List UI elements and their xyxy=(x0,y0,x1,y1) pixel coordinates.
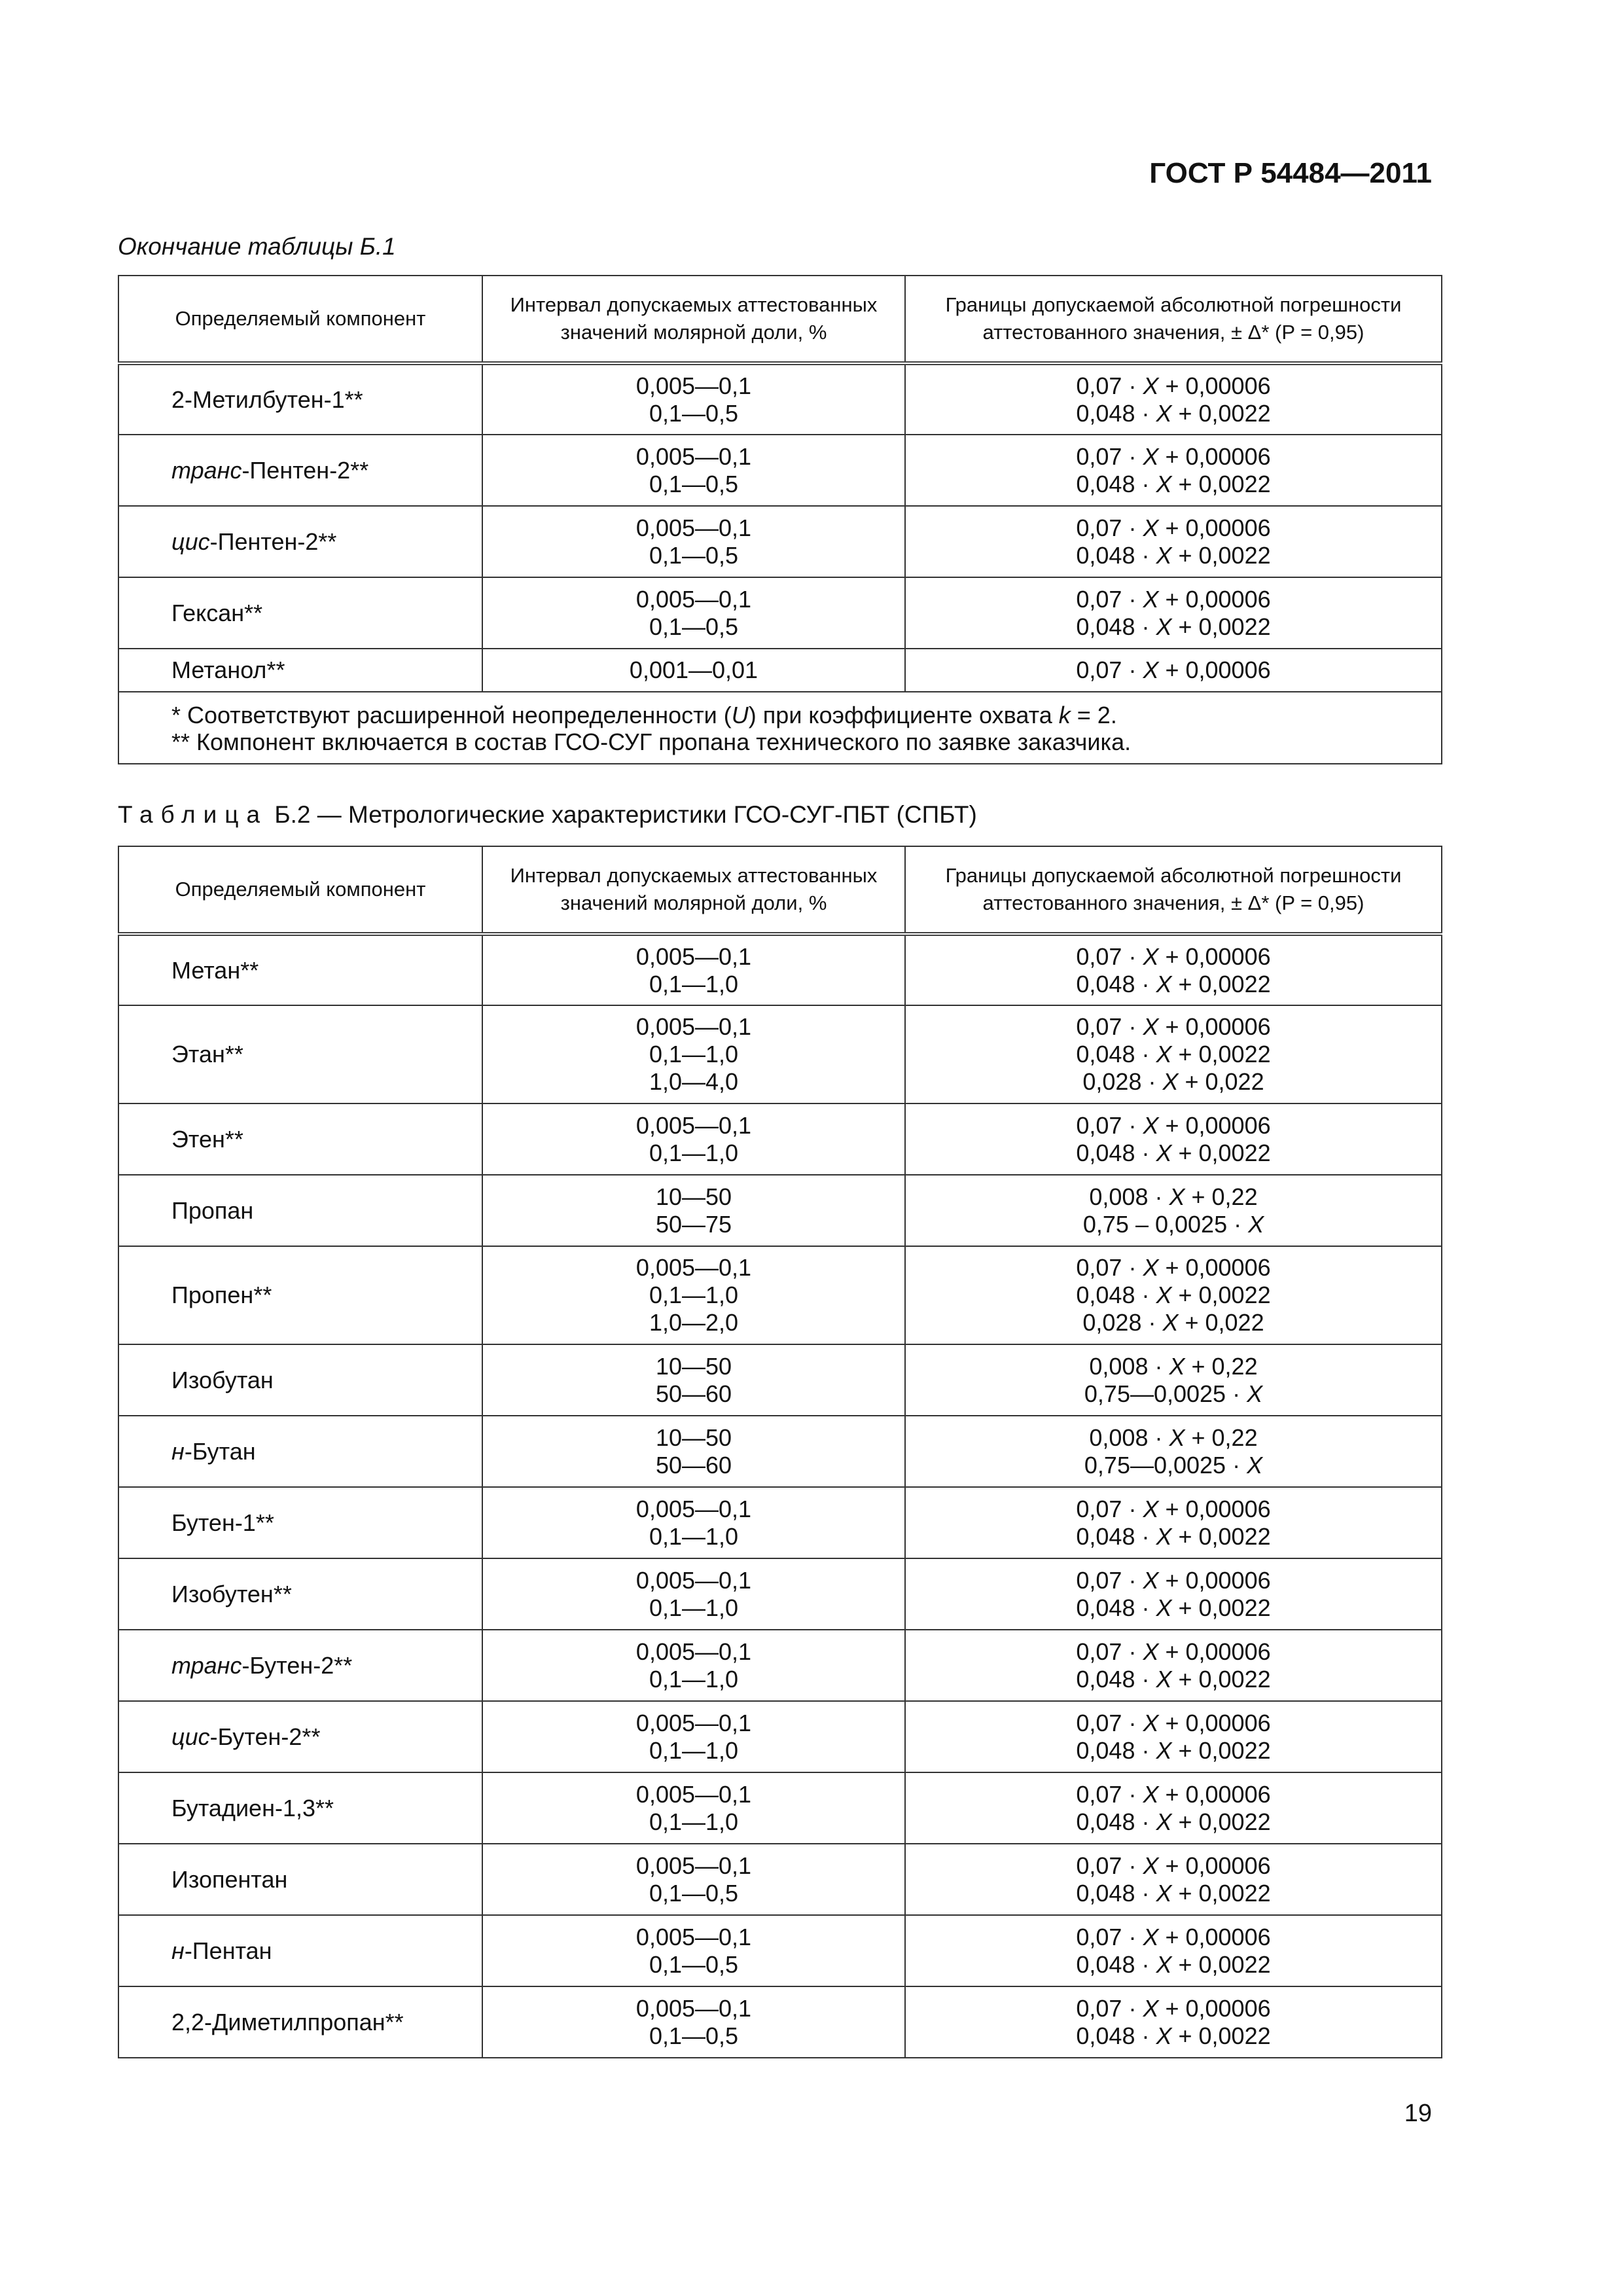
interval-line: 0,005—0,1 xyxy=(635,514,752,541)
variable-x: X xyxy=(1156,541,1172,569)
error-formulas xyxy=(905,1246,1442,1344)
header-interval xyxy=(482,276,905,363)
footnote-line: * Соответствуют расширенной неопределенности (U) при коэффициенте охвата k = 2. xyxy=(171,702,1117,728)
formula: 0,07 · X + 0,00006 xyxy=(1076,1709,1271,1736)
header-line: Определяемый компонент xyxy=(175,878,426,901)
variable-x: X xyxy=(1162,1068,1179,1095)
interval-line: 50—60 xyxy=(655,1451,732,1479)
variable-x: X xyxy=(1143,1013,1159,1040)
formula: 0,07 · X + 0,00006 xyxy=(1076,1780,1271,1808)
component-name: Этан** xyxy=(118,1005,482,1103)
table-row xyxy=(118,649,1442,692)
error-formulas xyxy=(905,649,1442,692)
interval-values xyxy=(482,506,905,577)
variable-x: X xyxy=(1156,1139,1172,1166)
formula: 0,048 · X + 0,0022 xyxy=(1076,1522,1271,1550)
variable-x: X xyxy=(1143,372,1159,399)
interval-line: 50—60 xyxy=(655,1380,732,1407)
header-line: Границы допускаемой абсолютной погрешности xyxy=(945,864,1402,887)
variable-x: X xyxy=(1143,1780,1159,1808)
formula: 0,048 · X + 0,0022 xyxy=(1076,1594,1271,1621)
component-name: Этен** xyxy=(118,1103,482,1175)
interval-line: 0,005—0,1 xyxy=(635,1852,752,1879)
interval-line: 0,1—1,0 xyxy=(649,1808,739,1835)
formula: 0,07 · X + 0,00006 xyxy=(1076,1566,1271,1594)
interval-line: 0,1—0,5 xyxy=(649,541,739,569)
table-row xyxy=(118,1344,1442,1416)
formula: 0,028 · X + 0,022 xyxy=(1082,1309,1264,1336)
table-row xyxy=(118,1103,1442,1175)
variable-k: k xyxy=(1058,702,1071,728)
component-prefix: транс xyxy=(171,1651,242,1679)
component-name: Метанол** xyxy=(118,649,482,692)
interval-line: 10—50 xyxy=(655,1352,732,1380)
header-line: значений молярной доли, % xyxy=(560,321,827,344)
header-error-bounds xyxy=(905,846,1442,934)
formula: 0,07 · X + 0,00006 xyxy=(1076,1013,1271,1040)
error-formulas xyxy=(905,506,1442,577)
variable-x: X xyxy=(1156,1594,1172,1621)
variable-x: X xyxy=(1143,1495,1159,1522)
variable-x: X xyxy=(1143,942,1159,970)
interval-line: 0,1—0,5 xyxy=(649,1950,739,1978)
component-name: Изобутан xyxy=(118,1344,482,1416)
formula: 0,07 · X + 0,00006 xyxy=(1076,1638,1271,1665)
error-formulas xyxy=(905,1558,1442,1630)
table-header-row xyxy=(118,846,1442,934)
interval-values xyxy=(482,1844,905,1915)
interval-values xyxy=(482,1487,905,1558)
formula: 0,048 · X + 0,0022 xyxy=(1076,541,1271,569)
error-formulas xyxy=(905,1630,1442,1701)
table2-caption-label: Таблица xyxy=(118,801,268,828)
formula: 0,75—0,0025 · X xyxy=(1084,1451,1263,1479)
formula: 0,048 · X + 0,0022 xyxy=(1076,1665,1271,1693)
interval-line: 0,005—0,1 xyxy=(635,1013,752,1040)
interval-line: 0,1—1,0 xyxy=(649,1139,739,1166)
component-name: н-Пентан xyxy=(118,1915,482,1986)
formula: 0,75 – 0,0025 · X xyxy=(1082,1210,1264,1238)
variable-x: X xyxy=(1247,1380,1263,1407)
interval-line: 0,1—0,5 xyxy=(649,470,739,497)
variable-x: X xyxy=(1156,1282,1172,1308)
interval-line: 0,005—0,1 xyxy=(635,1994,752,2022)
header-component xyxy=(118,276,482,363)
interval-line: 0,1—0,5 xyxy=(649,399,739,427)
variable-x: X xyxy=(1156,613,1172,640)
component-name: Гексан** xyxy=(118,577,482,649)
variable-x: X xyxy=(1143,1923,1159,1950)
header-interval xyxy=(482,846,905,934)
interval-values xyxy=(482,1986,905,2058)
table-b1 xyxy=(118,275,1442,764)
variable-x: X xyxy=(1143,585,1159,613)
formula: 0,008 · X + 0,22 xyxy=(1089,1424,1258,1451)
interval-line: 0,005—0,1 xyxy=(635,372,752,399)
interval-values xyxy=(482,435,905,506)
component-name: Метан** xyxy=(118,934,482,1005)
table2-caption xyxy=(118,801,977,829)
formula: 0,07 · X + 0,00006 xyxy=(1076,442,1271,470)
formula: 0,07 · X + 0,00006 xyxy=(1076,656,1271,683)
table-row xyxy=(118,577,1442,649)
table-row xyxy=(118,1701,1442,1772)
interval-values xyxy=(482,1772,905,1844)
header-line: Интервал допускаемых аттестованных xyxy=(510,864,878,887)
table-row xyxy=(118,506,1442,577)
interval-values xyxy=(482,1103,905,1175)
component-prefix: цис xyxy=(171,1723,210,1750)
interval-line: 0,1—1,0 xyxy=(649,1665,739,1693)
variable-x: X xyxy=(1169,1352,1185,1380)
interval-line: 0,005—0,1 xyxy=(635,1780,752,1808)
formula: 0,07 · X + 0,00006 xyxy=(1076,942,1271,970)
error-formulas xyxy=(905,1005,1442,1103)
variable-x: X xyxy=(1156,399,1172,427)
table-row xyxy=(118,1630,1442,1701)
error-formulas xyxy=(905,1772,1442,1844)
formula: 0,048 · X + 0,0022 xyxy=(1076,1808,1271,1835)
variable-x: X xyxy=(1156,2022,1172,2049)
variable-x: X xyxy=(1143,656,1159,683)
formula: 0,048 · X + 0,0022 xyxy=(1076,1041,1271,1067)
interval-line: 0,1—1,0 xyxy=(649,1282,739,1308)
table-row xyxy=(118,435,1442,506)
variable-x: X xyxy=(1248,1210,1264,1238)
interval-line: 0,1—0,5 xyxy=(649,1879,739,1907)
variable-x: X xyxy=(1162,1309,1179,1336)
variable-x: X xyxy=(1156,470,1172,497)
interval-line: 0,005—0,1 xyxy=(635,585,752,613)
interval-line: 0,001—0,01 xyxy=(629,656,758,683)
table-header-row xyxy=(118,276,1442,363)
formula: 0,008 · X + 0,22 xyxy=(1089,1352,1258,1380)
formula: 0,07 · X + 0,00006 xyxy=(1076,514,1271,541)
header-line: аттестованного значения, ± Δ* (P = 0,95) xyxy=(982,891,1364,914)
component-name: цис-Пентен-2** xyxy=(118,506,482,577)
page-number: 19 xyxy=(1404,2100,1432,2127)
variable-x: X xyxy=(1143,1638,1159,1665)
variable-x: X xyxy=(1156,1665,1172,1693)
table1-caption: Окончание таблицы Б.1 xyxy=(118,233,396,260)
formula: 0,07 · X + 0,00006 xyxy=(1076,1254,1271,1281)
interval-line: 0,1—1,0 xyxy=(649,1041,739,1067)
document-code: ГОСТ Р 54484—2011 xyxy=(1149,157,1432,189)
component-name: транс-Пентен-2** xyxy=(118,435,482,506)
interval-line: 0,005—0,1 xyxy=(635,1566,752,1594)
error-formulas xyxy=(905,1344,1442,1416)
interval-line: 0,005—0,1 xyxy=(635,1709,752,1736)
error-formulas xyxy=(905,1844,1442,1915)
interval-line: 0,1—0,5 xyxy=(649,613,739,640)
component-prefix: транс xyxy=(171,456,242,484)
table-row xyxy=(118,1558,1442,1630)
formula: 0,07 · X + 0,00006 xyxy=(1076,1852,1271,1879)
component-name: цис-Бутен-2** xyxy=(118,1701,482,1772)
table2-caption-text: Б.2 — Метрологические характеристики ГСО-СУГ-ПБТ (СПБТ) xyxy=(274,801,977,828)
table-row xyxy=(118,1844,1442,1915)
formula: 0,048 · X + 0,0022 xyxy=(1076,613,1271,640)
formula: 0,048 · X + 0,0022 xyxy=(1076,470,1271,497)
formula: 0,07 · X + 0,00006 xyxy=(1076,372,1271,399)
interval-line: 1,0—2,0 xyxy=(649,1309,739,1336)
footnote-line: ** Компонент включается в состав ГСО-СУГ пропана технического по заявке заказчика. xyxy=(171,728,1132,755)
error-formulas xyxy=(905,435,1442,506)
variable-x: X xyxy=(1169,1183,1185,1210)
error-formulas xyxy=(905,1701,1442,1772)
table-row xyxy=(118,363,1442,435)
variable-x: X xyxy=(1143,442,1159,470)
interval-values xyxy=(482,1558,905,1630)
table-row xyxy=(118,1005,1442,1103)
interval-line: 0,1—1,0 xyxy=(649,970,739,997)
component-prefix: н xyxy=(171,1937,185,1964)
component-name: н-Бутан xyxy=(118,1416,482,1487)
variable-x: X xyxy=(1143,1994,1159,2022)
component-prefix: н xyxy=(171,1437,185,1465)
error-formulas xyxy=(905,1915,1442,1986)
variable-x: X xyxy=(1143,1709,1159,1736)
variable-x: X xyxy=(1143,1111,1159,1139)
variable-x: X xyxy=(1247,1451,1263,1479)
variable-u: U xyxy=(731,702,749,728)
error-formulas xyxy=(905,577,1442,649)
table-row xyxy=(118,1915,1442,1986)
table-row xyxy=(118,1487,1442,1558)
interval-line: 1,0—4,0 xyxy=(649,1068,739,1095)
interval-values xyxy=(482,1175,905,1246)
formula: 0,008 · X + 0,22 xyxy=(1089,1183,1258,1210)
component-name: 2-Метилбутен-1** xyxy=(118,363,482,435)
formula: 0,07 · X + 0,00006 xyxy=(1076,1923,1271,1950)
header-component xyxy=(118,846,482,934)
component-name: Пропен** xyxy=(118,1246,482,1344)
interval-line: 0,005—0,1 xyxy=(635,942,752,970)
interval-values xyxy=(482,1630,905,1701)
interval-values xyxy=(482,1344,905,1416)
interval-values xyxy=(482,363,905,435)
interval-line: 0,1—0,5 xyxy=(649,2022,739,2049)
interval-values xyxy=(482,649,905,692)
component-name: Бутадиен-1,3** xyxy=(118,1772,482,1844)
variable-x: X xyxy=(1156,1950,1172,1978)
formula: 0,048 · X + 0,0022 xyxy=(1076,1879,1271,1907)
table-b2 xyxy=(118,846,1442,2058)
error-formulas xyxy=(905,1487,1442,1558)
component-name: Пропан xyxy=(118,1175,482,1246)
table-row xyxy=(118,1416,1442,1487)
formula: 0,07 · X + 0,00006 xyxy=(1076,1994,1271,2022)
variable-x: X xyxy=(1156,1041,1172,1067)
interval-line: 0,005—0,1 xyxy=(635,1254,752,1281)
formula: 0,07 · X + 0,00006 xyxy=(1076,1495,1271,1522)
interval-line: 10—50 xyxy=(655,1424,732,1451)
footnotes xyxy=(118,692,1442,764)
interval-line: 0,005—0,1 xyxy=(635,1495,752,1522)
variable-x: X xyxy=(1143,1254,1159,1281)
table-row xyxy=(118,1772,1442,1844)
formula: 0,048 · X + 0,0022 xyxy=(1076,1736,1271,1764)
interval-values xyxy=(482,1915,905,1986)
header-line: Интервал допускаемых аттестованных xyxy=(510,293,878,316)
table-row xyxy=(118,1246,1442,1344)
error-formulas xyxy=(905,1416,1442,1487)
header-line: Определяемый компонент xyxy=(175,307,426,330)
formula: 0,048 · X + 0,0022 xyxy=(1076,1282,1271,1308)
error-formulas xyxy=(905,1103,1442,1175)
interval-line: 0,1—1,0 xyxy=(649,1736,739,1764)
variable-x: X xyxy=(1156,970,1172,997)
error-formulas xyxy=(905,1986,1442,2058)
error-formulas xyxy=(905,934,1442,1005)
notes-row xyxy=(118,692,1442,764)
variable-x: X xyxy=(1156,1736,1172,1764)
variable-x: X xyxy=(1169,1424,1185,1451)
component-name: транс-Бутен-2** xyxy=(118,1630,482,1701)
variable-x: X xyxy=(1156,1879,1172,1907)
component-name: Бутен-1** xyxy=(118,1487,482,1558)
interval-values xyxy=(482,1701,905,1772)
variable-x: X xyxy=(1143,514,1159,541)
table-row xyxy=(118,1986,1442,2058)
formula: 0,028 · X + 0,022 xyxy=(1082,1068,1264,1095)
interval-line: 0,005—0,1 xyxy=(635,1923,752,1950)
component-name: Изопентан xyxy=(118,1844,482,1915)
interval-line: 0,005—0,1 xyxy=(635,1111,752,1139)
component-name: Изобутен** xyxy=(118,1558,482,1630)
header-line: значений молярной доли, % xyxy=(560,891,827,914)
error-formulas xyxy=(905,363,1442,435)
formula: 0,048 · X + 0,0022 xyxy=(1076,399,1271,427)
interval-values xyxy=(482,1416,905,1487)
table-row xyxy=(118,1175,1442,1246)
header-error-bounds xyxy=(905,276,1442,363)
component-prefix: цис xyxy=(171,528,210,555)
table-row xyxy=(118,934,1442,1005)
component-name: 2,2-Диметилпропан** xyxy=(118,1986,482,2058)
header-line: аттестованного значения, ± Δ* (P = 0,95) xyxy=(982,321,1364,344)
formula: 0,07 · X + 0,00006 xyxy=(1076,1111,1271,1139)
interval-line: 0,005—0,1 xyxy=(635,1638,752,1665)
formula: 0,048 · X + 0,0022 xyxy=(1076,2022,1271,2049)
formula: 0,048 · X + 0,0022 xyxy=(1076,970,1271,997)
interval-line: 0,005—0,1 xyxy=(635,442,752,470)
interval-values xyxy=(482,1005,905,1103)
variable-x: X xyxy=(1143,1852,1159,1879)
variable-x: X xyxy=(1156,1522,1172,1550)
interval-values xyxy=(482,577,905,649)
formula: 0,048 · X + 0,0022 xyxy=(1076,1950,1271,1978)
interval-line: 10—50 xyxy=(655,1183,732,1210)
interval-values xyxy=(482,1246,905,1344)
error-formulas xyxy=(905,1175,1442,1246)
interval-line: 50—75 xyxy=(655,1210,732,1238)
interval-line: 0,1—1,0 xyxy=(649,1522,739,1550)
header-line: Границы допускаемой абсолютной погрешности xyxy=(945,293,1402,316)
formula: 0,75—0,0025 · X xyxy=(1084,1380,1263,1407)
interval-line: 0,1—1,0 xyxy=(649,1594,739,1621)
variable-x: X xyxy=(1156,1808,1172,1835)
formula: 0,048 · X + 0,0022 xyxy=(1076,1139,1271,1166)
interval-values xyxy=(482,934,905,1005)
variable-x: X xyxy=(1143,1566,1159,1594)
formula: 0,07 · X + 0,00006 xyxy=(1076,585,1271,613)
